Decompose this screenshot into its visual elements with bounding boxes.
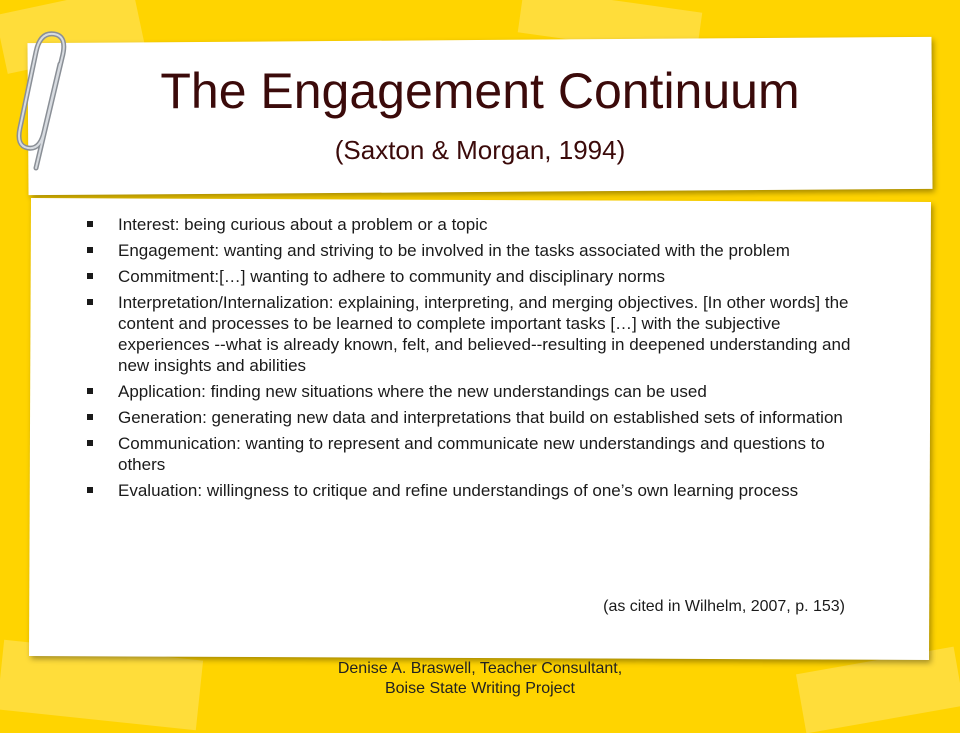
- bullet-list: [85, 214, 875, 506]
- list-item-text: Interest: being curious about a problem or a topic: [118, 215, 488, 234]
- bullet-icon: [87, 440, 93, 446]
- bullet-icon: [87, 247, 93, 253]
- bullet-icon: [87, 273, 93, 279]
- list-item: [85, 480, 875, 501]
- list-item-text: Commitment:[…] wanting to adhere to community and disciplinary norms: [118, 267, 666, 286]
- list-item-text: Interpretation/Internalization: explaining, interpreting, and merging objectives. [In other words] the content and processes to be learned to complete important tasks […] with the subjective experiences --what is already known, felt, and believed--resulting in deepened understanding and new insights and abilities: [118, 293, 851, 375]
- list-item-text: Application: finding new situations where the new understandings can be used: [118, 382, 707, 401]
- list-item: [85, 214, 875, 235]
- list-item-text: Engagement: wanting and striving to be involved in the tasks associated with the problem: [118, 241, 790, 260]
- list-item: [85, 292, 875, 376]
- list-item-text: Evaluation: willingness to critique and refine understandings of one’s own learning process: [118, 481, 799, 500]
- list-item: [85, 266, 875, 287]
- list-item-text: Communication: wanting to represent and communicate new understandings and questions to others: [118, 434, 825, 474]
- bullet-icon: [87, 221, 93, 227]
- bullet-icon: [87, 487, 93, 493]
- list-item: [85, 433, 875, 475]
- list-item: [85, 381, 875, 402]
- list-item: [85, 240, 875, 261]
- list-item: [85, 407, 875, 428]
- bullet-icon: [87, 388, 93, 394]
- slide-title: The Engagement Continuum: [160, 63, 800, 119]
- citation: (as cited in Wilhelm, 2007, p. 153): [603, 598, 845, 615]
- bullet-icon: [87, 299, 93, 305]
- list-item-text: Generation: generating new data and interpretations that build on established sets of information: [118, 408, 843, 427]
- slide-subtitle: (Saxton & Morgan, 1994): [334, 135, 626, 165]
- footer-credit: Denise A. Braswell, Teacher Consultant, Boise State Writing Project: [337, 660, 623, 697]
- bullet-icon: [87, 414, 93, 420]
